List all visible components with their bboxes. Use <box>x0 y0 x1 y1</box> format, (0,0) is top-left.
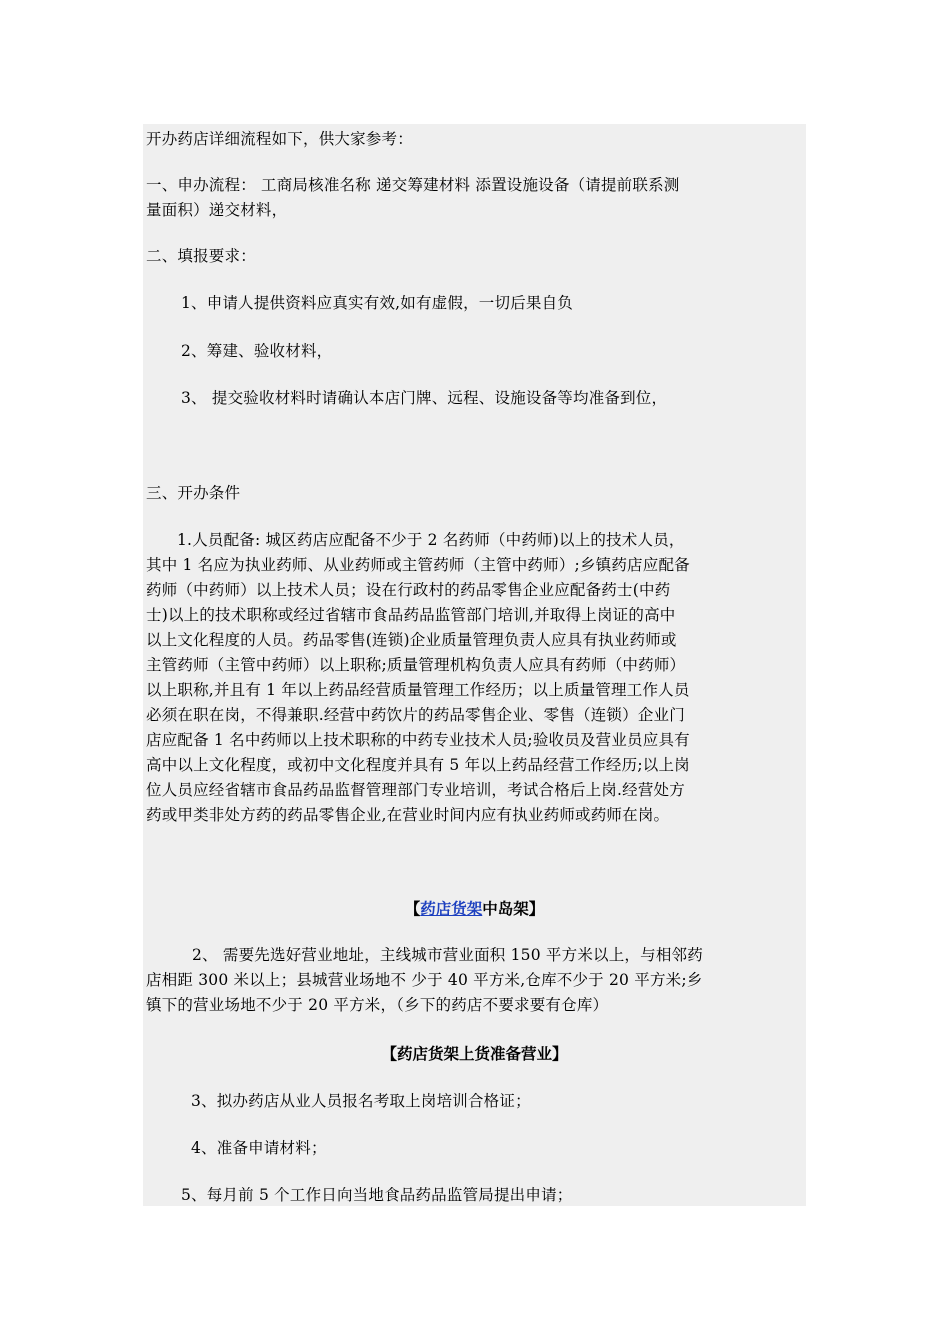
section3-item-5: 5、每月前 5 个工作日向当地食品药品监管局提出申请； <box>181 1186 573 1204</box>
section2-heading: 二、填报要求： <box>146 247 256 265</box>
item1-line-11: 位人员应经省辖市食品药品监督管理部门专业培训，考试合格后上岗.经营处方 <box>146 781 685 799</box>
item1-line-10: 高中以上文化程度，或初中文化程度并具有 5 年以上药品经营工作经历;以上岗 <box>146 756 690 774</box>
section2-item-1: 1、申请人提供资料应真实有效,如有虚假，一切后果自负 <box>181 294 573 312</box>
image-caption-2: 【药店货架上货准备营业】 <box>381 1044 568 1063</box>
caption1-rest: 中岛架】 <box>482 899 545 918</box>
item1-line-7: 以上职称,并且有 1 年以上药品经营质量管理工作经历；以上质量管理工作人员 <box>146 681 690 699</box>
section1-line-1: 一、申办流程： 工商局核准名称 递交筹建材料 添置设施设备（请提前联系测 <box>146 176 680 194</box>
shelf-link[interactable]: 药店货架 <box>420 899 483 918</box>
item1-line-5: 以上文化程度的人员。药品零售(连锁)企业质量管理负责人应具有执业药师或 <box>146 631 677 649</box>
item2-line-1: 2、 需要先选好营业地址，主线城市营业面积 150 平方米以上，与相邻药 <box>192 946 703 964</box>
image-caption-1 <box>143 896 806 921</box>
item2-line-3: 镇下的营业场地不少于 20 平方米，（乡下的药店不要求要有仓库） <box>146 996 609 1014</box>
section1-line-2: 量面积）递交材料， <box>146 201 288 219</box>
item1-line-1: 1.人员配备: 城区药店应配备不少于 2 名药师（中药师)以上的技术人员， <box>177 531 685 549</box>
item1-line-2: 其中 1 名应为执业药师、从业药师或主管药师（主管中药师）;乡镇药店应配备 <box>146 556 690 574</box>
item1-line-3: 药师（中药师）以上技术人员；设在行政村的药品零售企业应配备药士(中药 <box>146 581 671 599</box>
item1-line-4: 士)以上的技术职称或经过省辖市食品药品监管部门培训,并取得上岗证的高中 <box>146 606 676 624</box>
intro-line: 开办药店详细流程如下，供大家参考： <box>146 130 413 148</box>
section3-item-1-paragraph <box>146 528 806 828</box>
section2-item-3: 3、 提交验收材料时请确认本店门牌、远程、设施设备等均准备到位， <box>181 389 668 407</box>
section3-heading: 三、开办条件 <box>146 484 241 502</box>
section3-item-4: 4、准备申请材料； <box>191 1139 327 1157</box>
item1-line-6: 主管药师（主管中药师）以上职称;质量管理机构负责人应具有药师（中药师） <box>146 656 686 674</box>
section1-paragraph <box>146 173 806 223</box>
item1-line-8: 必须在职在岗，不得兼职.经营中药饮片的药品零售企业、零售（连锁）企业门 <box>146 706 685 724</box>
section3-item-2-paragraph <box>146 943 806 1018</box>
caption1-open-bracket: 【 <box>404 899 421 918</box>
item1-line-9: 店应配备 1 名中药师以上技术职称的中药专业技术人员;验收员及营业员应具有 <box>146 731 690 749</box>
section3-item-3: 3、拟办药店从业人员报名考取上岗培训合格证； <box>191 1092 531 1110</box>
section2-item-2: 2、筹建、验收材料， <box>181 342 333 360</box>
item1-line-12: 药或甲类非处方药的药品零售企业,在营业时间内应有执业药师或药师在岗。 <box>146 806 670 824</box>
item2-line-2: 店相距 300 米以上；县城营业场地不 少于 40 平方米,仓库不少于 20 平方米;乡 <box>146 971 703 989</box>
